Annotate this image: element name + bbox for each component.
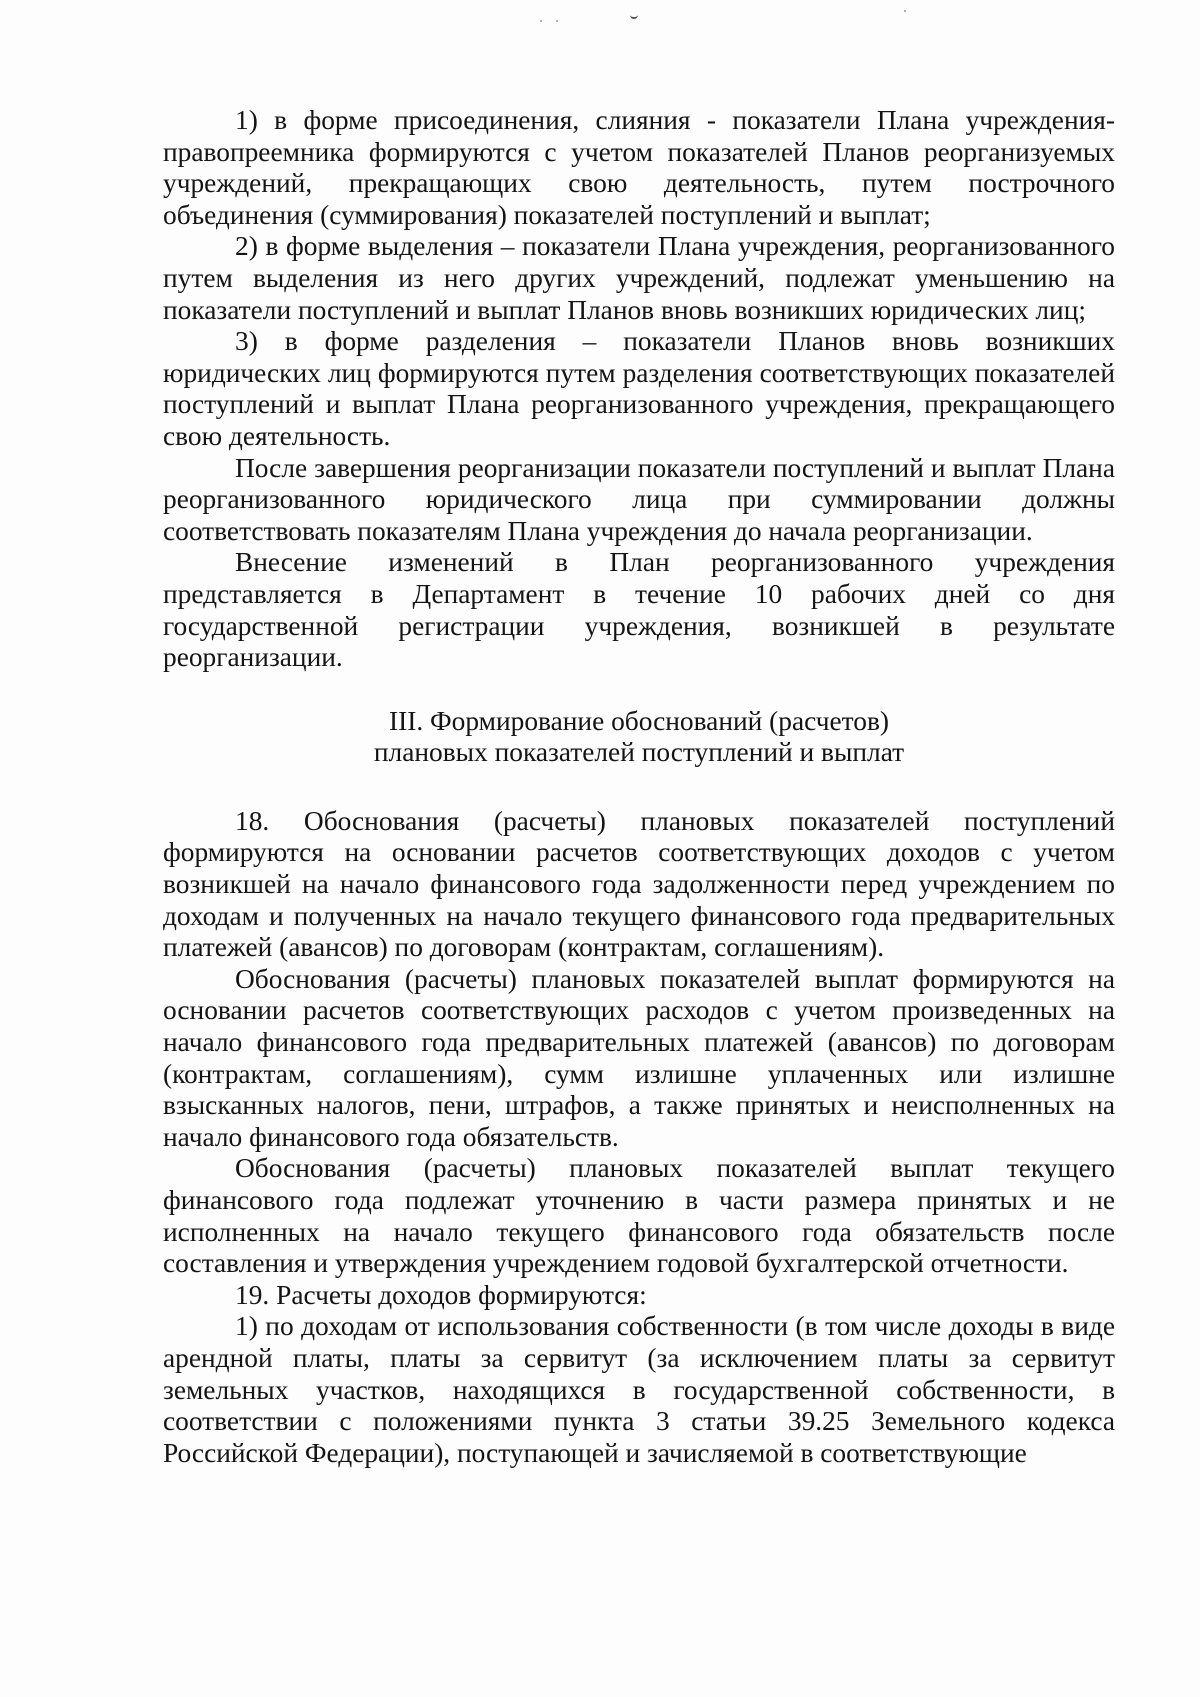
scan-artifact-dot <box>540 20 542 22</box>
paragraph-18-receipts: 18. Обоснования (расчеты) плановых показателей поступлений формируются на основании расчетов соответствующих доходов с учетом возникшей на начало финансового года задолженности перед учреждением по доходам и полученных на начало текущего финансового года предварительных платежей (авансов) по договорам (контрактам, соглашениям). <box>163 805 1115 963</box>
section-heading-line2: плановых показателей поступлений и выплат <box>373 737 905 768</box>
paragraph-reorg-merger: 1) в форме присоединения, слияния - показатели Плана учреждения-правопреемника формируются с учетом показателей Планов реорганизуемых учреждений, прекращающих свою деятельность, путем построчного объединения (суммирования) показателей поступлений и выплат; <box>163 105 1115 230</box>
scan-artifact-dot <box>556 20 558 22</box>
paragraph-after-reorg: После завершения реорганизации показатели поступлений и выплат Плана реорганизованного юридического лица при суммировании должны соответствовать показателям Плана учреждения до начала реорганизации. <box>163 452 1115 546</box>
paragraph-reorg-division: 3) в форме разделения – показатели Планов вновь возникших юридических лиц формируются путем разделения соответствующих показателей поступлений и выплат Плана реорганизованного учреждения, прекращающего свою деятельность. <box>163 326 1115 451</box>
paragraph-19-intro: 19. Расчеты доходов формируются: <box>235 1279 647 1310</box>
paragraph-19-item1: 1) по доходам от использования собственности (в том числе доходы в виде арендной платы, платы за сервитут (за исключением платы за сервитут земельных участков, находящихся в государственной собственности, в соответствии с положениями пункта 3 статьи 39.25 Земельного кодекса Российской Федерации), поступающей и зачисляемой в соответствующие <box>163 1311 1115 1468</box>
scan-artifact-mark <box>630 14 638 19</box>
document-body <box>163 105 1115 1469</box>
paragraph-18-clarification: Обоснования (расчеты) плановых показателей выплат текущего финансового года подлежат уточнению в части размера принятых и не исполненных на начало текущего финансового года обязательств после составления и утверждения учреждением годовой бухгалтерской отчетности. <box>163 1153 1115 1279</box>
paragraph-changes-submission: Внесение изменений в План реорганизованного учреждения представляется в Департамент в течение 10 рабочих дней со дня государственной регистрации учреждения, возникшей в результате реорганизации. <box>163 547 1115 673</box>
paragraph-reorg-spinoff: 2) в форме выделения – показатели Плана учреждения, реорганизованного путем выделения из него других учреждений, подлежат уменьшению на показатели поступлений и выплат Планов вновь возникших юридических лиц; <box>163 231 1115 325</box>
section-heading-line1: III. Формирование обоснований (расчетов) <box>388 705 890 736</box>
scan-artifact-dot <box>904 10 906 12</box>
paragraph-18-payments: Обоснования (расчеты) плановых показателей выплат формируются на основании расчетов соответствующих расходов с учетом произведенных на начало финансового года предварительных платежей (авансов) по договорам (контрактам, соглашениям), сумм излишне уплаченных или излишне взысканных налогов, пени, штрафов, а также принятых и неисполненных на начало финансового года обязательств. <box>163 963 1115 1152</box>
section-heading <box>163 706 1115 769</box>
